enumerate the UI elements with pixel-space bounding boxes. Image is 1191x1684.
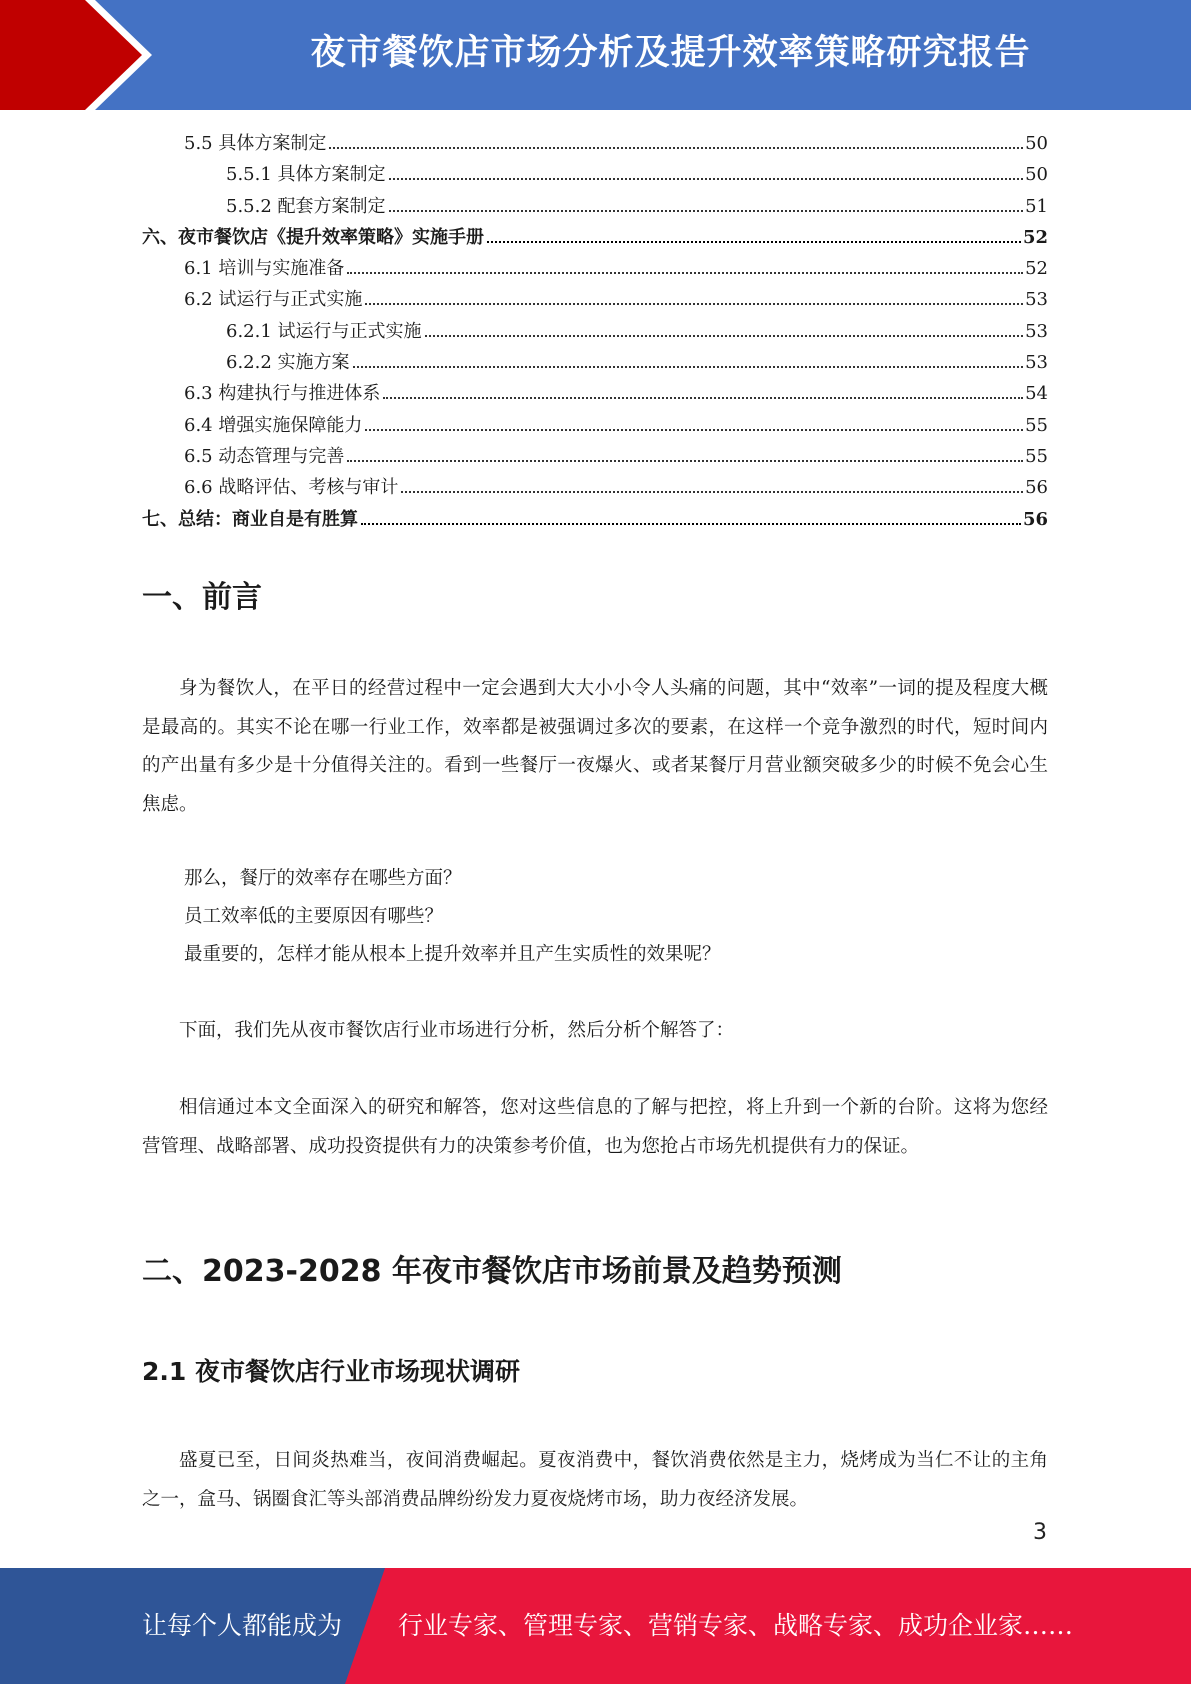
toc-item[interactable] <box>142 378 1048 409</box>
header-arrow-icon <box>0 0 142 110</box>
page-number: 3 <box>1033 1520 1047 1545</box>
toc-leader-dots <box>365 428 1023 431</box>
footer-roles: 行业专家、管理专家、营销专家、战略专家、成功企业家…… <box>398 1611 1074 1640</box>
toc-leader-dots <box>389 209 1024 212</box>
toc-item-label: 六、夜市餐饮店《提升效率策略》实施手册 <box>142 226 484 248</box>
toc-item-label: 6.2.2 实施方案 <box>226 352 350 374</box>
page-footer <box>0 1568 1191 1684</box>
paragraph: 相信通过本文全面深入的研究和解答，您对这些信息的了解与把控，将上升到一个新的台阶。这将为您经营管理、战略部署、成功投资提供有力的决策参考价值，也为您抢占市场先机提供有力的保证。 <box>142 1097 1048 1157</box>
toc-item-page: 54 <box>1025 383 1048 405</box>
toc-leader-dots <box>401 490 1023 493</box>
toc-item[interactable] <box>142 159 1048 190</box>
toc-item-page: 55 <box>1025 414 1048 436</box>
toc-item[interactable] <box>142 128 1048 159</box>
section-heading-forecast: 二、2023-2028 年夜市餐饮店市场前景及趋势预测 <box>142 1254 842 1289</box>
toc-leader-dots <box>365 302 1023 305</box>
toc-leader-dots <box>347 271 1023 274</box>
toc-leader-dots <box>329 146 1023 149</box>
toc-item[interactable] <box>142 316 1048 347</box>
toc-item-label: 6.6 战略评估、考核与审计 <box>184 477 399 499</box>
toc-leader-dots <box>425 334 1024 337</box>
toc-item-label: 6.4 增强实施保障能力 <box>184 414 363 436</box>
page-header <box>0 0 1191 110</box>
toc-item-page: 51 <box>1025 195 1048 217</box>
toc-leader-dots <box>347 459 1023 462</box>
paragraph: 身为餐饮人，在平日的经营过程中一定会遇到大大小小令人头痛的问题，其中“效率”一词的提及程度大概是最高的。其实不论在哪一行业工作，效率都是被强调过多次的要素，在这样一个竞争激烈的时代，短时间内的产出量有多少是十分值得关注的。看到一些餐厅一夜爆火、或者某餐厅月营业额突破多少的时候不免会心生焦虑。 <box>142 678 1048 815</box>
paragraph: 盛夏已至，日间炎热难当，夜间消费崛起。夏夜消费中，餐饮消费依然是主力，烧烤成为当仁不让的主角之一，盒马、锅圈食汇等头部消费品牌纷纷发力夏夜烧烤市场，助力夜经济发展。 <box>142 1450 1048 1510</box>
toc-item-page: 50 <box>1025 164 1048 186</box>
question-line: 员工效率低的主要原因有哪些？ <box>184 906 444 927</box>
toc-item-label: 5.5.2 配套方案制定 <box>226 195 386 217</box>
question-line: 最重要的，怎样才能从根本上提升效率并且产生实质性的效果呢？ <box>184 944 721 965</box>
toc-item-page: 52 <box>1022 226 1048 248</box>
toc-leader-dots <box>487 240 1021 243</box>
toc-item-label: 6.1 培训与实施准备 <box>184 258 345 280</box>
paragraph: 下面，我们先从夜市餐饮店行业市场进行分析，然后分析个解答了： <box>179 1020 735 1041</box>
toc-item[interactable] <box>142 441 1048 472</box>
toc-item-label: 5.5.1 具体方案制定 <box>226 164 386 186</box>
toc-leader-dots <box>353 365 1024 368</box>
table-of-contents <box>142 128 1048 535</box>
toc-item[interactable] <box>142 222 1048 253</box>
toc-leader-dots <box>361 522 1021 525</box>
toc-item-page: 56 <box>1025 477 1048 499</box>
toc-leader-dots <box>389 177 1024 180</box>
question-line: 那么，餐厅的效率存在哪些方面？ <box>184 868 462 889</box>
toc-item-page: 53 <box>1025 289 1048 311</box>
toc-leader-dots <box>383 396 1023 399</box>
toc-item-page: 52 <box>1025 258 1048 280</box>
toc-item[interactable] <box>142 191 1048 222</box>
toc-item-label: 6.2 试运行与正式实施 <box>184 289 363 311</box>
toc-item-label: 6.3 构建执行与推进体系 <box>184 383 381 405</box>
toc-item-page: 50 <box>1025 133 1048 154</box>
toc-item-label: 6.5 动态管理与完善 <box>184 445 345 467</box>
toc-item[interactable] <box>142 347 1048 378</box>
footer-slogan: 让每个人都能成为 <box>142 1611 343 1640</box>
toc-item-label: 七、总结：商业自是有胜算 <box>142 508 358 530</box>
toc-item[interactable] <box>142 253 1048 284</box>
toc-item[interactable] <box>142 504 1048 535</box>
report-title: 夜市餐饮店市场分析及提升效率策略研究报告 <box>310 33 1031 73</box>
subsection-heading: 2.1 夜市餐饮店行业市场现状调研 <box>142 1357 520 1386</box>
toc-item-label: 6.2.1 试运行与正式实施 <box>226 320 422 342</box>
toc-item-label: 5.5 具体方案制定 <box>184 133 327 154</box>
toc-item[interactable] <box>142 410 1048 441</box>
toc-item-page: 53 <box>1025 352 1048 374</box>
toc-item-page: 53 <box>1025 320 1048 342</box>
toc-item[interactable] <box>142 472 1048 503</box>
toc-item-page: 56 <box>1022 508 1048 530</box>
section-heading-preface: 一、前言 <box>142 580 262 615</box>
toc-item-page: 55 <box>1025 445 1048 467</box>
toc-item[interactable] <box>142 284 1048 315</box>
